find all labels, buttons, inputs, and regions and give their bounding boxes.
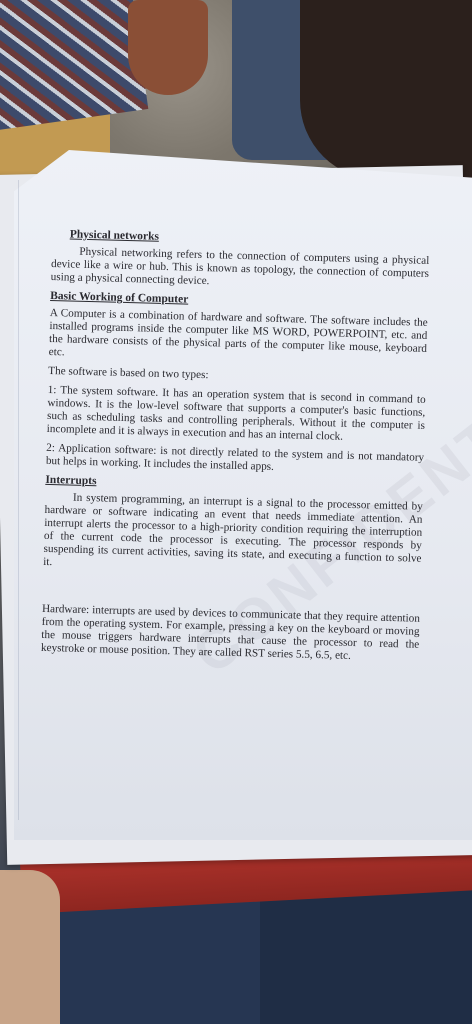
hand-top xyxy=(128,0,208,95)
basic-working-para1: A Computer is a combination of hardware and software. The software includes the installed programs inside the computer like MS WORD, POWERPOINT, etc. and the hardware consists of the physical parts of the computer like mouse, keyboard etc. xyxy=(48,306,428,359)
hand-bottom xyxy=(0,870,60,1024)
person-right-clothing xyxy=(300,0,472,180)
basic-working-para2: The software is based on two types: xyxy=(48,364,209,382)
paper-margin-line xyxy=(18,180,19,820)
interrupts-para2: Hardware: interrupts are used by devices to communicate that they require attention from the operating system. For example, pressing a key on the keyboard or moving the mouse triggers hardware interrupts that cause the processor to read the keystroke or mouse position. They are called RST series 5.5, 6.5, etc. xyxy=(40,602,421,662)
document-content xyxy=(41,228,430,671)
basic-working-para4: 2: Application software: is not directly related to the system and is not mandatory but helps in working. It includes the installed apps. xyxy=(45,441,425,473)
heading-interrupts: Interrupts xyxy=(45,473,97,488)
interrupts-para1: In system programming, an interrupt is a signal to the processor emitted by hardware or software indicating an event that needs immediate attention. An interrupt alerts the processor to a high-priority condition requiring the interruption of the current code the processor is executing. The processor responds by suspending its current activities, saving its state, and executing a function to solve it. xyxy=(43,491,423,569)
physical-networks-body: Physical networking refers to the connection of computers using a physical device like a wire or hub. This is known as topology, the connection of computers using a physical connecting device. xyxy=(50,245,430,288)
heading-physical-networks: Physical networks xyxy=(69,228,160,243)
basic-working-para3: 1: The system software. It has an operation system that is second in command to windows. It is the low-level software that supports a computer's basic functions, such as scheduling tasks and controlling peripherals. Without it the computer is incomplete and it is always in execution and has an internal clock. xyxy=(46,383,426,443)
person-left-shirt xyxy=(0,0,148,130)
heading-basic-working: Basic Working of Computer xyxy=(50,289,189,306)
